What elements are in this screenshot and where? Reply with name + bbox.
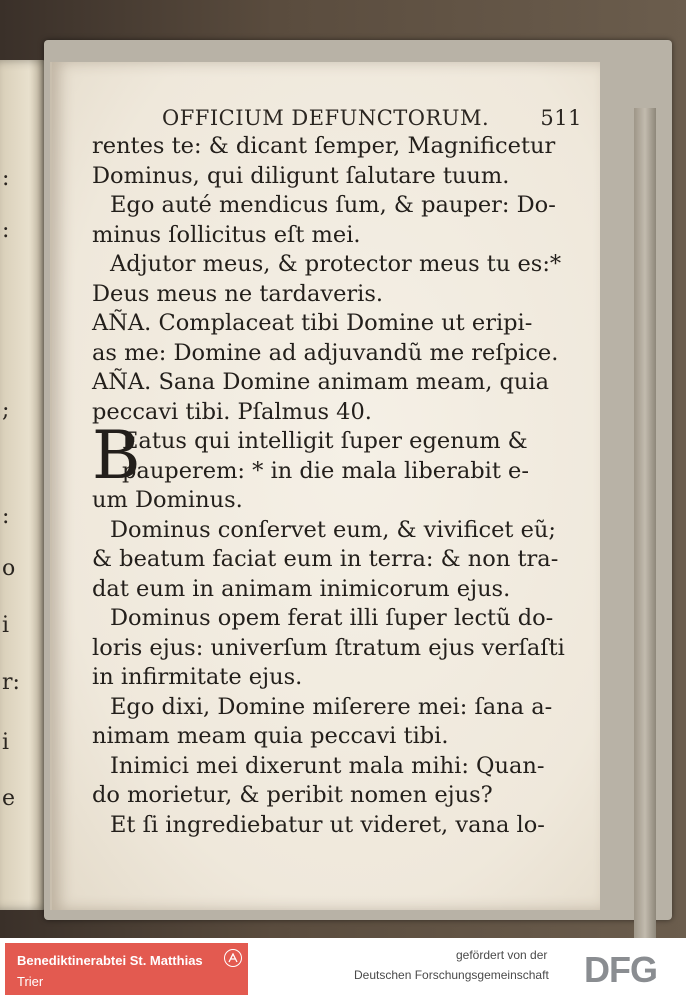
text-line: nimam meam quia peccavi tibi. xyxy=(92,723,449,749)
body-text xyxy=(92,132,592,840)
psalm-opening xyxy=(92,417,592,494)
text-line: Et ſi ingrediebatur ut videret, vana lo- xyxy=(110,811,545,838)
text-line: AÑA. Complaceat tibi Domine ut eripi- xyxy=(92,310,533,336)
text-line: Deus meus ne tardaveris. xyxy=(92,280,384,307)
text-line: Inimici mei dixerunt mala mihi: Quan- xyxy=(110,752,545,779)
text-line: Adjutor meus, & protector meus tu es:* xyxy=(110,251,562,277)
text-line: in infirmitate ejus. xyxy=(92,664,303,690)
institution-badge[interactable] xyxy=(5,943,248,995)
text-line: dat eum in animam inimicorum ejus. xyxy=(92,575,511,602)
facing-page-char: : xyxy=(2,166,10,191)
drop-cap: B xyxy=(92,417,141,494)
facing-page-char: e xyxy=(2,786,16,811)
text-line: as me: Domine ad adjuvandũ me reſpice. xyxy=(92,339,559,366)
facing-page-edge xyxy=(0,60,48,910)
text-line: Ego dixi, Domine miſerere mei: ſana a- xyxy=(110,693,553,720)
funder-name: Deutschen Forschungsgemeinschaft xyxy=(354,968,549,982)
text-line: & beatum faciat eum in terra: & non tra- xyxy=(92,546,559,572)
running-title: OFFICIUM DEFUNCTORUM. xyxy=(162,106,490,130)
facing-page-char: i xyxy=(2,730,10,755)
institution-name: Benediktinerabtei St. Matthias xyxy=(17,953,203,968)
facing-page-char: r: xyxy=(2,670,20,695)
text-line: rentes te: & dicant ſemper, Magnificetur xyxy=(92,133,556,159)
facing-page-char: o xyxy=(2,556,16,581)
abbey-logo-icon xyxy=(224,949,242,967)
text-line: Eatus qui intelligit ſuper egenum & xyxy=(122,428,528,454)
funder-prefix: gefördert von der xyxy=(456,948,548,962)
text-line: peccavi tibi. Pſalmus 40. xyxy=(92,398,372,425)
page-number: 511 xyxy=(540,106,582,130)
dfg-logo[interactable]: DFG xyxy=(584,949,657,990)
institution-city: Trier xyxy=(17,974,44,989)
text-line: AÑA. Sana Domine animam meam, quia xyxy=(92,369,549,395)
facing-page-char: : xyxy=(2,218,10,243)
facing-page-char: ; xyxy=(2,398,10,423)
text-line: minus ſollicitus eſt mei. xyxy=(92,221,361,248)
text-line: do morietur, & peribit nomen ejus? xyxy=(92,782,493,808)
book-page xyxy=(50,62,600,910)
text-line: um Dominus. xyxy=(92,487,243,513)
text-line: pauperem: * in die mala liberabit e- xyxy=(122,457,529,484)
text-line: Ego auté mendicus ſum, & pauper: Do- xyxy=(110,192,556,218)
text-line: Dominus conſervet eum, & vivificet eũ; xyxy=(110,516,557,543)
digitization-footer xyxy=(0,938,686,1000)
text-line: Dominus, qui diligunt ſalutare tuum. xyxy=(92,162,510,189)
page-stack-edge xyxy=(634,108,656,938)
facing-page-char: : xyxy=(2,504,10,529)
text-line: loris ejus: univerſum ſtratum ejus verſaſti xyxy=(92,634,565,661)
text-line: Dominus opem ferat illi ſuper lectũ do- xyxy=(110,605,554,631)
facing-page-char: i xyxy=(2,613,10,638)
